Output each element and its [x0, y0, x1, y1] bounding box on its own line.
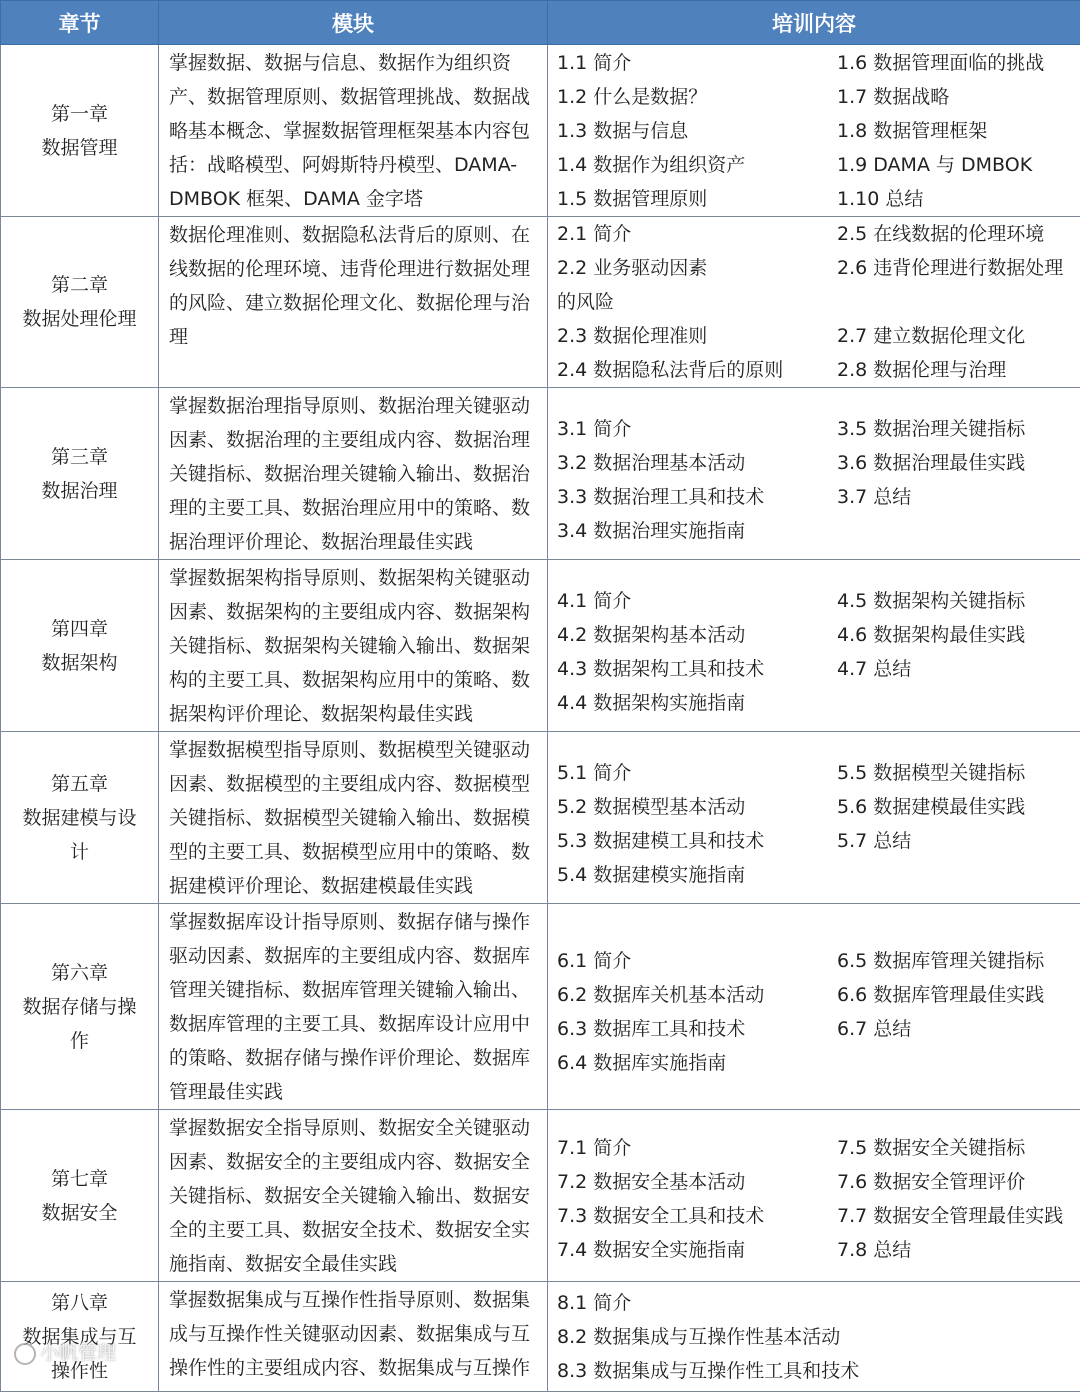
content-item: 7.1 简介: [557, 1131, 837, 1165]
content-item: 2.8 数据伦理与治理: [837, 353, 1076, 387]
content-item: 1.5 数据管理原则: [557, 182, 837, 216]
content-item: 3.4 数据治理实施指南: [557, 514, 837, 548]
chapter-line: 数据架构: [7, 646, 152, 680]
content-item: 6.4 数据库实施指南: [557, 1046, 837, 1080]
content-cell: [548, 45, 1080, 217]
content-item: 8.1 简介: [557, 1286, 1076, 1320]
content-item: 4.3 数据架构工具和技术: [557, 652, 837, 686]
module-text: 掌握数据架构指导原则、数据架构关键驱动因素、数据架构的主要组成内容、数据架构关键指标、数据架构关键输入输出、数据架构的主要工具、数据架构应用中的策略、数据架构评价理论、数据架构最佳实践: [169, 560, 539, 731]
content-item: 1.6 数据管理面临的挑战: [837, 46, 1076, 80]
module-text: 掌握数据库设计指导原则、数据存储与操作驱动因素、数据库的主要组成内容、数据库管理关键指标、数据库管理关键输入输出、数据库管理的主要工具、数据库设计应用中的策略、数据存储与操作评价理论、数据库管理最佳实践: [169, 904, 539, 1109]
content-item: 6.3 数据库工具和技术: [557, 1012, 837, 1046]
content-item: 5.7 总结: [837, 824, 1076, 858]
chapter-line: 第八章: [7, 1286, 152, 1320]
table-row: [1, 1282, 1080, 1392]
chapter-cell: [1, 1282, 159, 1392]
content-item: 2.1 简介: [557, 217, 837, 251]
chapter-cell: [1, 45, 159, 217]
content-cell: [548, 560, 1080, 732]
table-row: [1, 45, 1080, 217]
content-item: 1.9 DAMA 与 DMBOK: [837, 148, 1076, 182]
content-item: 1.1 简介: [557, 46, 837, 80]
content-item: 4.5 数据架构关键指标: [837, 584, 1076, 618]
content-item: 3.6 数据治理最佳实践: [837, 446, 1076, 480]
content-item: 1.2 什么是数据？: [557, 80, 837, 114]
content-item: 1.10 总结: [837, 182, 1076, 216]
content-item: 1.4 数据作为组织资产: [557, 148, 837, 182]
table-row: [1, 732, 1080, 904]
module-cell: [159, 1282, 548, 1392]
module-text: 掌握数据治理指导原则、数据治理关键驱动因素、数据治理的主要组成内容、数据治理关键指标、数据治理关键输入输出、数据治理的主要工具、数据治理应用中的策略、数据治理评价理论、数据治理最佳实践: [169, 388, 539, 559]
header-row: [1, 1, 1080, 45]
content-item: 6.5 数据库管理关键指标: [837, 944, 1076, 978]
content-item: 4.2 数据架构基本活动: [557, 618, 837, 652]
content-item: 6.1 简介: [557, 944, 837, 978]
chapter-cell: [1, 560, 159, 732]
content-cell: [548, 1110, 1080, 1282]
content-item: 7.7 数据安全管理最佳实践: [837, 1199, 1076, 1233]
content-cell: [548, 904, 1080, 1110]
chapter-line: 第五章: [7, 767, 152, 801]
watermark-logo-icon: [14, 1343, 36, 1365]
module-text: 掌握数据模型指导原则、数据模型关键驱动因素、数据模型的主要组成内容、数据模型关键指标、数据模型关键输入输出、数据模型的主要工具、数据模型应用中的策略、数据建模评价理论、数据建模最佳实践: [169, 732, 539, 903]
watermark-text: 小帆管理: [40, 1342, 116, 1364]
module-cell: [159, 560, 548, 732]
table-row: [1, 388, 1080, 560]
content-item: 1.3 数据与信息: [557, 114, 837, 148]
chapter-line: 数据建模与设: [7, 801, 152, 835]
content-item: 的风险: [557, 285, 837, 319]
chapter-line: 作: [7, 1024, 152, 1058]
content-list: [557, 400, 1076, 548]
content-item: 4.7 总结: [837, 652, 1076, 686]
chapter-line: 数据集成与互: [7, 1320, 152, 1354]
table-row: [1, 560, 1080, 732]
content-item: 5.6 数据建模最佳实践: [837, 790, 1076, 824]
content-item: 4.4 数据架构实施指南: [557, 686, 837, 720]
content-item: [837, 285, 1076, 319]
content-item: 5.3 数据建模工具和技术: [557, 824, 837, 858]
content-item: 7.8 总结: [837, 1233, 1076, 1267]
content-item: 8.3 数据集成与互操作性工具和技术: [557, 1354, 1076, 1388]
module-text: 掌握数据集成与互操作性指导原则、数据集成与互操作性关键驱动因素、数据集成与互操作性的主要组成内容、数据集成与互操作: [169, 1282, 539, 1385]
content-item: 7.3 数据安全工具和技术: [557, 1199, 837, 1233]
chapter-line: 第七章: [7, 1162, 152, 1196]
content-item: [837, 514, 1076, 548]
chapter-line: 数据治理: [7, 474, 152, 508]
content-item: 6.2 数据库关机基本活动: [557, 978, 837, 1012]
chapter-cell: [1, 217, 159, 388]
content-item: 3.5 数据治理关键指标: [837, 412, 1076, 446]
content-item: 3.1 简介: [557, 412, 837, 446]
content-item: 2.6 违背伦理进行数据处理: [837, 251, 1076, 285]
content-cell: [548, 1282, 1080, 1392]
content-item: 7.6 数据安全管理评价: [837, 1165, 1076, 1199]
chapter-cell: [1, 388, 159, 560]
content-list: [557, 934, 1076, 1080]
content-item: 5.5 数据模型关键指标: [837, 756, 1076, 790]
content-item: [837, 858, 1076, 892]
content-item: 8.2 数据集成与互操作性基本活动: [557, 1320, 1076, 1354]
chapter-line: 第四章: [7, 612, 152, 646]
content-list: [557, 46, 1076, 216]
chapter-line: 数据管理: [7, 131, 152, 165]
header-module: 模块: [159, 1, 548, 45]
chapter-line: 数据处理伦理: [7, 302, 152, 336]
chapter-line: 数据存储与操: [7, 990, 152, 1024]
chapter-line: 第二章: [7, 268, 152, 302]
chapter-line: 计: [7, 835, 152, 869]
content-item: 4.6 数据架构最佳实践: [837, 618, 1076, 652]
content-cell: [548, 732, 1080, 904]
content-item: 3.2 数据治理基本活动: [557, 446, 837, 480]
module-cell: [159, 904, 548, 1110]
module-text: 数据伦理准则、数据隐私法背后的原则、在线数据的伦理环境、违背伦理进行数据处理的风险、建立数据伦理文化、数据伦理与治理: [169, 217, 539, 354]
content-item: 5.2 数据模型基本活动: [557, 790, 837, 824]
chapter-line: 数据安全: [7, 1196, 152, 1230]
chapter-cell: [1, 732, 159, 904]
content-list: [557, 217, 1076, 387]
content-item: 5.4 数据建模实施指南: [557, 858, 837, 892]
content-list: [557, 572, 1076, 720]
content-item: 1.8 数据管理框架: [837, 114, 1076, 148]
table-row: [1, 217, 1080, 388]
content-item: 5.1 简介: [557, 756, 837, 790]
header-chapter: 章节: [1, 1, 159, 45]
table-row: [1, 1110, 1080, 1282]
content-item: 2.7 建立数据伦理文化: [837, 319, 1076, 353]
content-item: [837, 686, 1076, 720]
header-content: 培训内容: [548, 1, 1080, 45]
content-item: 1.7 数据战略: [837, 80, 1076, 114]
content-item: 2.4 数据隐私法背后的原则: [557, 353, 837, 387]
content-item: 7.4 数据安全实施指南: [557, 1233, 837, 1267]
chapter-cell: [1, 904, 159, 1110]
content-item: 2.5 在线数据的伦理环境: [837, 217, 1076, 251]
chapter-line: 操作性: [7, 1354, 152, 1388]
content-cell: [548, 388, 1080, 560]
content-list: [557, 744, 1076, 892]
module-text: 掌握数据、数据与信息、数据作为组织资产、数据管理原则、数据管理挑战、数据战略基本概念、掌握数据管理框架基本内容包括：战略模型、阿姆斯特丹模型、DAMA-DMBOK 框架、DAMA 金字塔: [169, 45, 539, 216]
content-item: 6.6 数据库管理最佳实践: [837, 978, 1076, 1012]
chapter-cell: [1, 1110, 159, 1282]
content-item: 7.2 数据安全基本活动: [557, 1165, 837, 1199]
content-item: 2.3 数据伦理准则: [557, 319, 837, 353]
watermark: [14, 1338, 116, 1365]
module-text: 掌握数据安全指导原则、数据安全关键驱动因素、数据安全的主要组成内容、数据安全关键指标、数据安全关键输入输出、数据安全的主要工具、数据安全技术、数据安全实施指南、数据安全最佳实践: [169, 1110, 539, 1281]
content-item: 2.2 业务驱动因素: [557, 251, 837, 285]
chapter-line: 第三章: [7, 440, 152, 474]
module-cell: [159, 732, 548, 904]
content-item: 7.5 数据安全关键指标: [837, 1131, 1076, 1165]
content-item: 3.3 数据治理工具和技术: [557, 480, 837, 514]
module-cell: [159, 45, 548, 217]
content-item: 3.7 总结: [837, 480, 1076, 514]
content-item: 6.7 总结: [837, 1012, 1076, 1046]
content-item: 4.1 简介: [557, 584, 837, 618]
table-row: [1, 904, 1080, 1110]
module-cell: [159, 217, 548, 388]
module-cell: [159, 1110, 548, 1282]
chapter-line: 第六章: [7, 956, 152, 990]
content-cell: [548, 217, 1080, 388]
module-cell: [159, 388, 548, 560]
chapter-line: 第一章: [7, 97, 152, 131]
content-list: [557, 1125, 1076, 1267]
content-item: [837, 1046, 1076, 1080]
